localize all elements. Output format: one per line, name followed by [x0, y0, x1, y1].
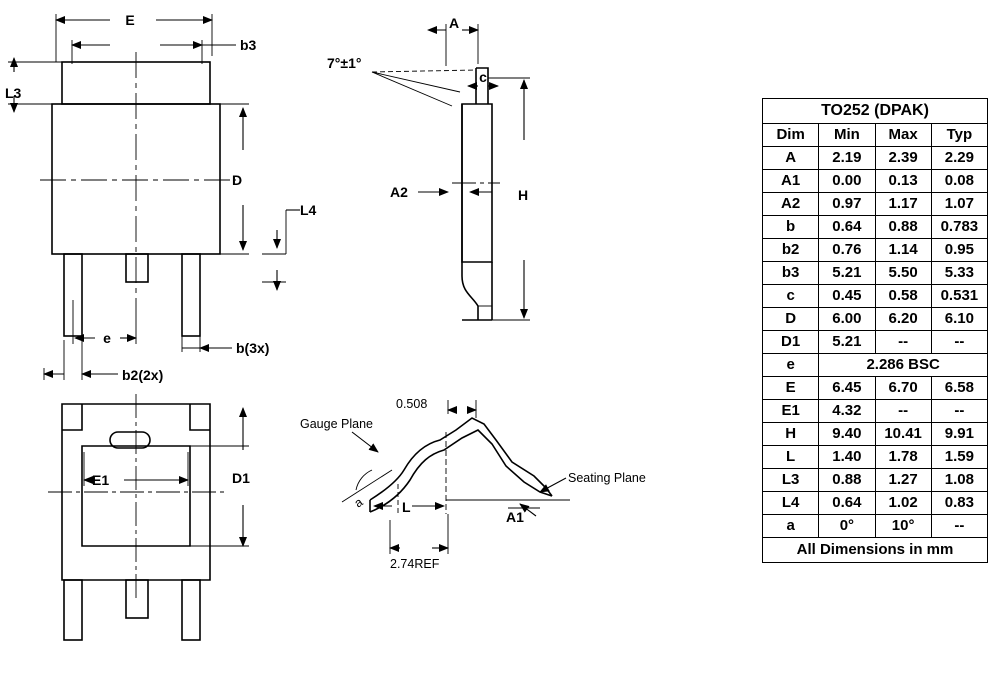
cell-min: 1.40	[819, 446, 875, 469]
table-title: TO252 (DPAK)	[763, 99, 988, 124]
table-row	[763, 492, 988, 515]
table-row	[763, 147, 988, 170]
cell-max: 1.78	[875, 446, 931, 469]
table-row	[763, 377, 988, 400]
label-b3: b3	[240, 37, 257, 53]
col-header-dim: Dim	[763, 124, 819, 147]
cell-max: 1.02	[875, 492, 931, 515]
label-L: L	[402, 499, 411, 515]
label-E: E	[125, 12, 135, 28]
side-view-dimensions	[418, 24, 530, 320]
cell-min: 0.88	[819, 469, 875, 492]
label-A: A	[448, 15, 460, 31]
lead-detail-outline	[370, 400, 570, 514]
cell-typ: 0.531	[931, 285, 987, 308]
cell-min: 4.32	[819, 400, 875, 423]
cell-typ: 6.58	[931, 377, 987, 400]
table-row	[763, 446, 988, 469]
cell-typ: 9.91	[931, 423, 987, 446]
label-gauge-plane: Gauge Plane	[300, 417, 373, 431]
cell-max: 10.41	[875, 423, 931, 446]
cell-max: 0.13	[875, 170, 931, 193]
label-b3x: b(3x)	[236, 340, 270, 356]
label-L3: L3	[5, 85, 22, 101]
cell-typ: 1.08	[931, 469, 987, 492]
label-L4: L4	[300, 202, 317, 218]
label-c: c	[479, 69, 487, 85]
cell-typ: 0.08	[931, 170, 987, 193]
cell-min: 0°	[819, 515, 875, 538]
table-row	[763, 262, 988, 285]
cell-min: 6.00	[819, 308, 875, 331]
table-row	[763, 216, 988, 239]
label-0508: 0.508	[396, 397, 428, 411]
cell-dim: A2	[763, 193, 819, 216]
cell-typ: --	[931, 515, 987, 538]
table-title-row	[763, 99, 988, 124]
label-274ref: 2.74REF	[390, 557, 440, 571]
cell-dim: b2	[763, 239, 819, 262]
cell-max: 2.39	[875, 147, 931, 170]
cell-typ: 0.783	[931, 216, 987, 239]
cell-max: 5.50	[875, 262, 931, 285]
table-row	[763, 239, 988, 262]
cell-max: 10°	[875, 515, 931, 538]
label-A2: A2	[390, 184, 408, 200]
table-row	[763, 285, 988, 308]
col-header-typ: Typ	[931, 124, 987, 147]
cell-typ: 2.29	[931, 147, 987, 170]
cell-min: 5.21	[819, 331, 875, 354]
cell-dim: L3	[763, 469, 819, 492]
cell-dim: A1	[763, 170, 819, 193]
cell-min: 0.97	[819, 193, 875, 216]
cell-dim: L4	[763, 492, 819, 515]
table-row	[763, 469, 988, 492]
cell-dim: a	[763, 515, 819, 538]
label-D: D	[232, 172, 243, 188]
label-b2-2x: b2(2x)	[122, 367, 164, 383]
dimension-table	[762, 98, 988, 563]
label-H: H	[518, 187, 529, 203]
cell-max: 6.70	[875, 377, 931, 400]
cell-min: 9.40	[819, 423, 875, 446]
dimension-table-container	[762, 98, 988, 563]
cell-typ: 0.95	[931, 239, 987, 262]
cell-max: --	[875, 331, 931, 354]
cell-typ: 5.33	[931, 262, 987, 285]
cell-min: 0.64	[819, 492, 875, 515]
cell-min: 6.45	[819, 377, 875, 400]
label-seating-plane: Seating Plane	[568, 471, 646, 485]
table-row	[763, 515, 988, 538]
cell-dim: A	[763, 147, 819, 170]
bottom-view-outline	[48, 394, 226, 640]
label-e: e	[103, 330, 111, 346]
cell-max: --	[875, 400, 931, 423]
label-A1: A1	[506, 509, 524, 525]
cell-max: 1.14	[875, 239, 931, 262]
table-row	[763, 193, 988, 216]
cell-dim: D	[763, 308, 819, 331]
cell-typ: 1.07	[931, 193, 987, 216]
cell-max: 6.20	[875, 308, 931, 331]
cell-min: 0.64	[819, 216, 875, 239]
cell-dim: b3	[763, 262, 819, 285]
table-row	[763, 400, 988, 423]
cell-dim: H	[763, 423, 819, 446]
cell-max: 1.17	[875, 193, 931, 216]
cell-max: 0.88	[875, 216, 931, 239]
cell-dim: c	[763, 285, 819, 308]
cell-max: 0.58	[875, 285, 931, 308]
label-E1: E1	[92, 472, 110, 488]
label-angle-7deg: 7°±1°	[327, 55, 362, 71]
table-row	[763, 170, 988, 193]
col-header-min: Min	[819, 124, 875, 147]
table-row	[763, 308, 988, 331]
cell-min: 0.76	[819, 239, 875, 262]
table-row	[763, 331, 988, 354]
label-alpha: a	[351, 495, 366, 511]
table-footer-note: All Dimensions in mm	[763, 538, 988, 563]
cell-typ: --	[931, 331, 987, 354]
col-header-max: Max	[875, 124, 931, 147]
table-footer-row	[763, 538, 988, 563]
cell-dim: L	[763, 446, 819, 469]
cell-typ: --	[931, 400, 987, 423]
cell-typ: 1.59	[931, 446, 987, 469]
cell-dim: E	[763, 377, 819, 400]
cell-min: 0.00	[819, 170, 875, 193]
cell-min: 0.45	[819, 285, 875, 308]
table-header-row	[763, 124, 988, 147]
cell-dim: b	[763, 216, 819, 239]
cell-dim: E1	[763, 400, 819, 423]
cell-max: 1.27	[875, 469, 931, 492]
top-view-outline	[40, 52, 236, 336]
label-D1: D1	[232, 470, 250, 486]
cell-typ: 0.83	[931, 492, 987, 515]
cell-dim: D1	[763, 331, 819, 354]
table-row	[763, 423, 988, 446]
cell-span: 2.286 BSC	[819, 354, 988, 377]
cell-min: 2.19	[819, 147, 875, 170]
cell-typ: 6.10	[931, 308, 987, 331]
cell-dim: e	[763, 354, 819, 377]
table-row	[763, 354, 988, 377]
cell-min: 5.21	[819, 262, 875, 285]
